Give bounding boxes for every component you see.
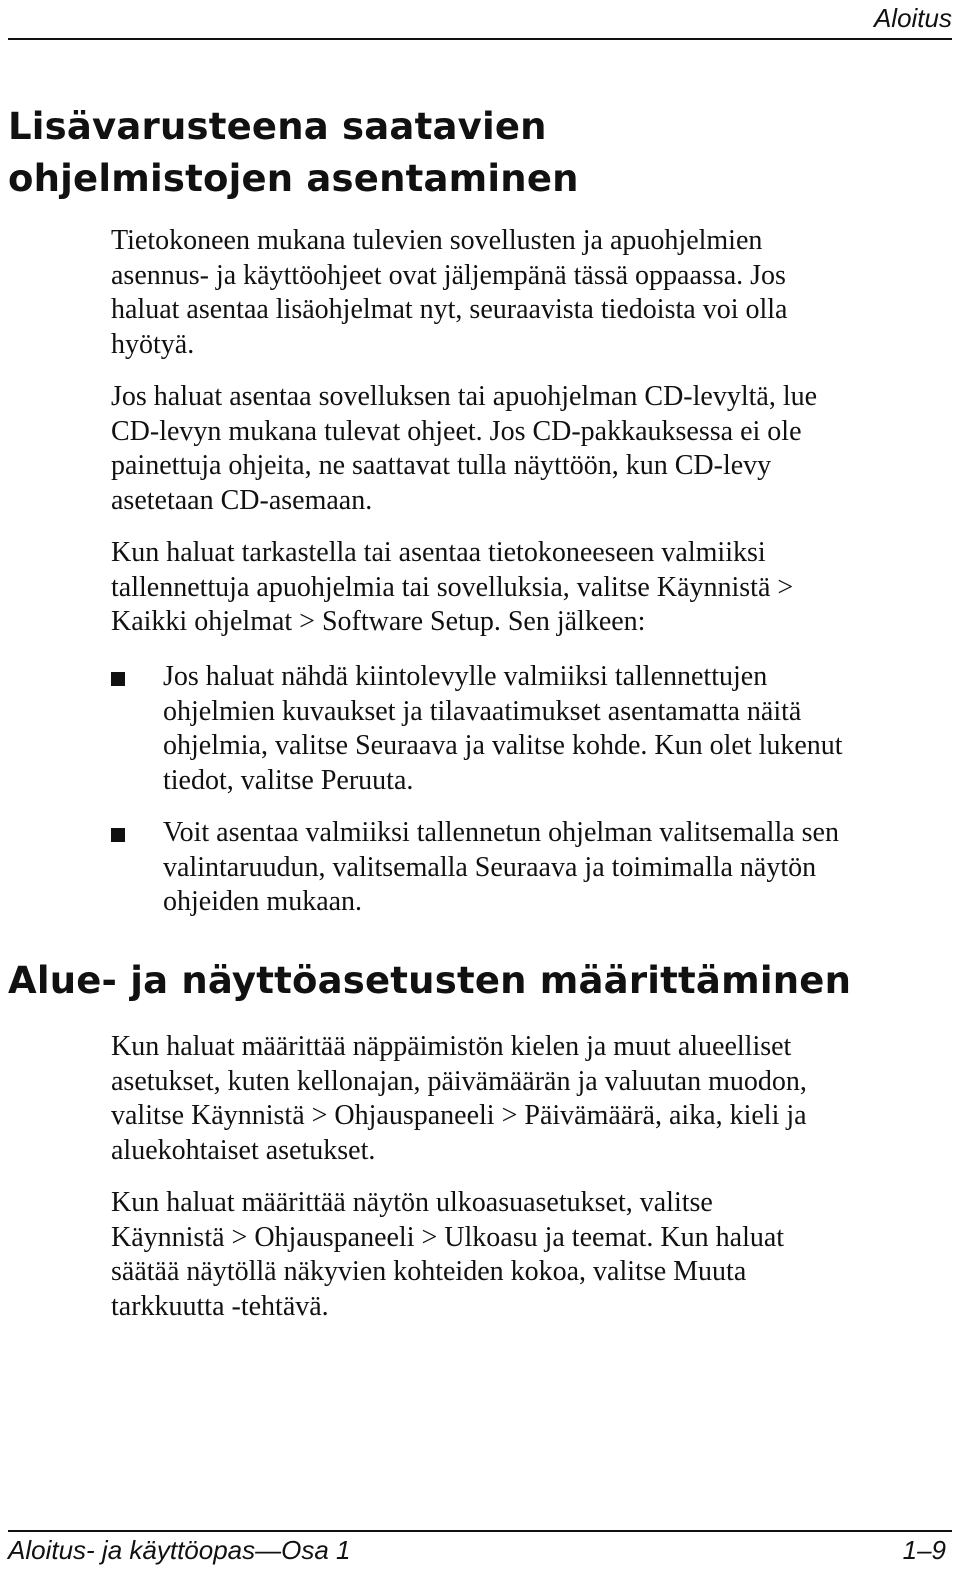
text-line: Kun haluat määrittää näytön ulkoasuasetukset, valitse xyxy=(111,1187,713,1218)
paragraph-cd-install xyxy=(111,380,941,518)
text-line: asennus- ja käyttöohjeet ovat jäljempänä tässä oppaassa. Jos xyxy=(111,259,786,291)
text-line: tarkkuutta -tehtävä. xyxy=(111,1290,329,1322)
text-line: tiedot, valitse Peruuta. xyxy=(163,764,414,796)
running-header-title: Aloitus xyxy=(873,3,952,33)
paragraph-regional-settings xyxy=(111,1030,941,1168)
text-line: Kun haluat määrittää näppäimistön kielen ja muut alueelliset xyxy=(111,1031,792,1062)
section-heading-regional-display xyxy=(8,955,851,1007)
heading-line: Alue- ja näyttöasetusten määrittäminen xyxy=(8,959,852,1002)
text-line: Jos haluat nähdä kiintolevylle valmiiksi tallennettujen xyxy=(163,661,768,692)
text-line: valintaruudun, valitsemalla Seuraava ja toimimalla näytön xyxy=(163,851,817,883)
text-line: Tietokoneen mukana tulevien sovellusten ja apuohjelmien xyxy=(111,225,763,256)
text-line: valitse Käynnistä > Ohjauspaneeli > Päivämäärä, aika, kieli ja xyxy=(111,1100,807,1132)
header-rule xyxy=(8,38,952,40)
bullet-text xyxy=(163,816,839,920)
square-bullet-icon xyxy=(111,672,125,686)
text-line: säätää näytöllä näkyvien kohteiden kokoa, valitse Muuta xyxy=(111,1256,747,1288)
paragraph-intro xyxy=(111,224,941,362)
paragraph-software-setup xyxy=(111,536,941,640)
text-line: ohjelmia, valitse Seuraava ja valitse kohde. Kun olet lukenut xyxy=(163,730,843,762)
text-line: asetetaan CD-asemaan. xyxy=(111,484,373,516)
text-line: painettuja ohjeita, ne saattavat tulla näyttöön, kun CD-levy xyxy=(111,450,772,482)
text-line: Jos haluat asentaa sovelluksen tai apuohjelman CD-levyltä, lue xyxy=(111,381,818,412)
section-heading-software-install xyxy=(8,101,579,205)
heading-line: ohjelmistojen asentaminen xyxy=(8,157,579,200)
text-line: ohjelmien kuvaukset ja tilavaatimukset asentamatta näitä xyxy=(163,695,802,727)
footer-document-title: Aloitus- ja käyttöopas—Osa 1 xyxy=(8,1535,351,1565)
heading-line: Lisävarusteena saatavien xyxy=(8,105,547,148)
text-line: aluekohtaiset asetukset. xyxy=(111,1134,376,1166)
text-line: Kaikki ohjelmat > Software Setup. Sen jälkeen: xyxy=(111,606,646,638)
text-line: tallennettuja apuohjelmia tai sovelluksia, valitse Käynnistä > xyxy=(111,571,794,603)
text-line: haluat asentaa lisäohjelmat nyt, seuraavista tiedoista voi olla xyxy=(111,294,788,326)
text-line: CD-levyn mukana tulevat ohjeet. Jos CD-pakkauksessa ei ole xyxy=(111,415,802,447)
page-number: 1–9 xyxy=(902,1535,946,1565)
text-line: Voit asentaa valmiiksi tallennetun ohjelman valitsemalla sen xyxy=(163,817,839,848)
paragraph-display-settings xyxy=(111,1186,941,1324)
square-bullet-icon xyxy=(111,828,125,842)
text-line: asetukset, kuten kellonajan, päivämäärän ja valuutan muodon, xyxy=(111,1065,807,1097)
footer-rule xyxy=(8,1530,952,1532)
text-line: ohjeiden mukaan. xyxy=(163,886,363,918)
text-line: hyötyä. xyxy=(111,328,195,360)
bullet-text xyxy=(163,660,843,798)
text-line: Käynnistä > Ohjauspaneeli > Ulkoasu ja teemat. Kun haluat xyxy=(111,1221,785,1253)
text-line: Kun haluat tarkastella tai asentaa tietokoneeseen valmiiksi xyxy=(111,537,766,568)
